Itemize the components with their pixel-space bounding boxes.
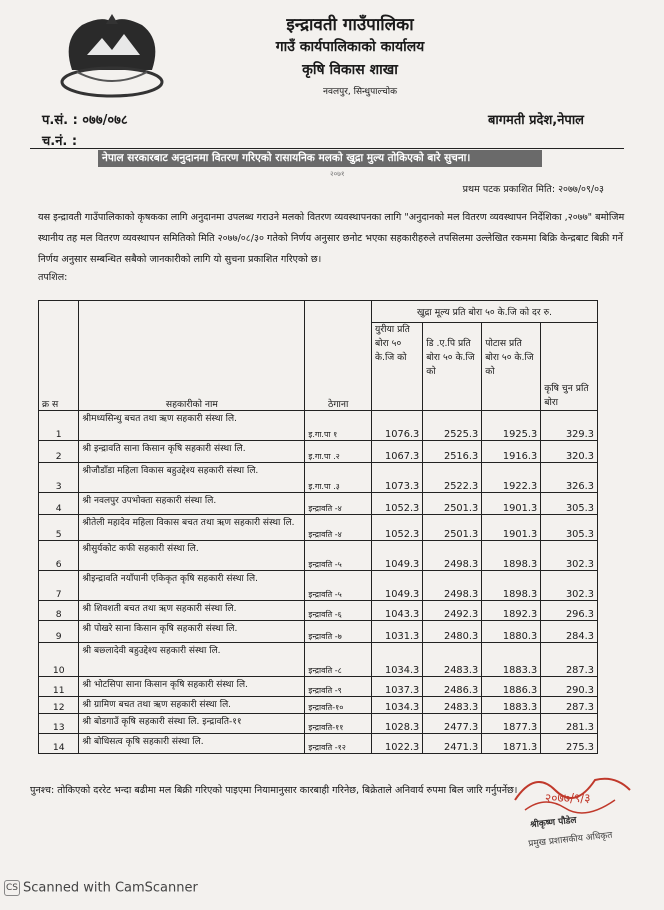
row-address: इन्द्रावति -५ [305,571,372,601]
row-cooperative-name: श्रीसुर्यकोट कफी सहकारी संस्था लि. [79,541,305,571]
row-lime-price: 305.3 [541,493,598,515]
row-dap-price: 2483.3 [423,643,482,677]
row-potash-price: 1886.3 [482,677,541,697]
row-dap-price: 2525.3 [423,411,482,441]
row-dap-price: 2522.3 [423,463,482,493]
row-urea-price: 1022.3 [371,734,422,754]
col-header-name: सहकारीको नाम [79,301,305,411]
row-potash-price: 1883.3 [482,697,541,714]
col-header-potash: पोटास प्रति बोरा ५० के.जि को [482,323,541,411]
table-row [39,714,598,734]
row-potash-price: 1922.3 [482,463,541,493]
row-address: इन्द्रावति -१२ [305,734,372,754]
stamp-mark: २०७१ [330,170,345,178]
signatory-role: प्रमुख प्रशासकीय अधिकृत [527,830,613,850]
row-address: इ.गा.पा .२ [305,441,372,463]
price-table-body [39,411,598,754]
dispatch-number: च.नं. : [42,134,78,149]
row-dap-price: 2480.3 [423,621,482,643]
row-urea-price: 1067.3 [371,441,422,463]
row-lime-price: 302.3 [541,571,598,601]
row-serial: 11 [39,677,79,697]
row-cooperative-name: श्री बोडगाउँ कृषि सहकारी संस्था लि. इन्द्रावति-११ [79,714,305,734]
row-cooperative-name: श्री भोटसिपा साना किसान कृषि सहकारी संस्था लि. [79,677,305,697]
row-serial: 10 [39,643,79,677]
office-address: नवलपुर, सिन्धुपाल्चोक [323,87,397,97]
row-lime-price: 290.3 [541,677,598,697]
row-cooperative-name: श्री बोधिसत्व कृषि सहकारी संस्था लि. [79,734,305,754]
row-potash-price: 1901.3 [482,493,541,515]
table-row [39,463,598,493]
svg-text:२०७७/९/३: २०७७/९/३ [545,791,591,805]
table-row [39,697,598,714]
row-lime-price: 287.3 [541,697,598,714]
row-potash-price: 1901.3 [482,515,541,541]
col-header-address: ठेगाना [305,301,372,411]
table-row [39,571,598,601]
details-label: तपशिल: [38,272,68,283]
row-dap-price: 2486.3 [423,677,482,697]
table-row [39,677,598,697]
row-serial: 4 [39,493,79,515]
row-lime-price: 302.3 [541,541,598,571]
row-dap-price: 2516.3 [423,441,482,463]
col-header-urea: युरीया प्रति बोरा ५० के.जि को [371,323,422,411]
row-serial: 12 [39,697,79,714]
row-cooperative-name: श्रीमध्यसिन्धु बचत तथा ऋण सहकारी संस्था लि. [79,411,305,441]
row-potash-price: 1898.3 [482,541,541,571]
row-address: इन्द्रावति -८ [305,643,372,677]
row-urea-price: 1049.3 [371,541,422,571]
published-date: प्रथम पटक प्रकाशित मिति: २०७७/०९/०३ [462,184,604,195]
table-row [39,493,598,515]
row-serial: 13 [39,714,79,734]
row-urea-price: 1028.3 [371,714,422,734]
row-address: इन्द्रावति-११ [305,714,372,734]
row-lime-price: 284.3 [541,621,598,643]
table-row [39,643,598,677]
reference-number: प.सं. : ०७७/०७८ [42,113,128,128]
row-lime-price: 305.3 [541,515,598,541]
row-dap-price: 2483.3 [423,697,482,714]
row-lime-price: 296.3 [541,601,598,621]
row-lime-price: 281.3 [541,714,598,734]
row-dap-price: 2498.3 [423,571,482,601]
row-serial: 2 [39,441,79,463]
col-header-dap: डि .ए.पि प्रति बोरा ५० के.जि को [423,323,482,411]
row-address: इन्द्रावति -४ [305,493,372,515]
row-address: इ.गा.पा १ [305,411,372,441]
row-potash-price: 1916.3 [482,441,541,463]
row-urea-price: 1049.3 [371,571,422,601]
row-cooperative-name: श्रीतेली महादेव महिला विकास बचत तथा ऋण सहकारी संस्था लि. [79,515,305,541]
row-cooperative-name: श्री इन्द्रावति साना किसान कृषि सहकारी संस्था लि. [79,441,305,463]
row-urea-price: 1031.3 [371,621,422,643]
notice-title: नेपाल सरकारबाट अनुदानमा वितरण गरिएको रासायनिक मलको खुद्रा मुल्य तोकिएको बारे सुचना। [98,150,542,167]
row-address: इन्द्रावति -९ [305,677,372,697]
row-cooperative-name: श्री ग्रामिण बचत तथा ऋण सहकारी संस्था लि. [79,697,305,714]
municipality-name: इन्द्रावती गाउँपालिका [286,15,414,35]
row-lime-price: 326.3 [541,463,598,493]
scanner-text: Scanned with CamScanner [23,880,198,896]
row-address: इन्द्रावति-१० [305,697,372,714]
row-dap-price: 2498.3 [423,541,482,571]
row-urea-price: 1073.3 [371,463,422,493]
row-cooperative-name: श्रीइन्द्रावति नयाँपानी एकिकृत कृषि सहकारी संस्था लि. [79,571,305,601]
row-lime-price: 287.3 [541,643,598,677]
row-serial: 7 [39,571,79,601]
header-divider [30,148,624,149]
table-row [39,621,598,643]
province-name: बागमती प्रदेश,नेपाल [487,113,584,128]
row-potash-price: 1880.3 [482,621,541,643]
row-dap-price: 2471.3 [423,734,482,754]
row-cooperative-name: श्री पोखरे साना किसान कृषि सहकारी संस्था लि. [79,621,305,643]
row-dap-price: 2501.3 [423,493,482,515]
row-urea-price: 1034.3 [371,643,422,677]
row-cooperative-name: श्री बछ्लादेवी बहुउद्देश्य सहकारी संस्था लि. [79,643,305,677]
table-row [39,441,598,463]
price-table [38,300,598,754]
row-address: इन्द्रावति -५ [305,541,372,571]
row-lime-price: 329.3 [541,411,598,441]
row-urea-price: 1052.3 [371,515,422,541]
row-potash-price: 1925.3 [482,411,541,441]
col-header-sn: क्र स [39,301,79,411]
table-row [39,515,598,541]
table-row [39,541,598,571]
row-potash-price: 1883.3 [482,643,541,677]
row-address: इन्द्रावति -४ [305,515,372,541]
emblem-logo-icon [52,10,172,105]
row-dap-price: 2501.3 [423,515,482,541]
row-potash-price: 1892.3 [482,601,541,621]
row-lime-price: 275.3 [541,734,598,754]
postscript-note: पुनश्च: तोकिएको दररेट भन्दा बढीमा मल बिक्री गरिएको पाइएमा नियामानुसार कारबाही गरिनेछ, बिक्रेताले अनिवार्य रुपमा बिल जारि गर्नुपर्नेछ। [30,785,518,796]
row-serial: 8 [39,601,79,621]
row-urea-price: 1076.3 [371,411,422,441]
row-potash-price: 1871.3 [482,734,541,754]
row-serial: 3 [39,463,79,493]
row-cooperative-name: श्री नवलपुर उपभोक्ता सहकारी संस्था लि. [79,493,305,515]
col-header-group: खुद्रा मूल्य प्रति बोरा ५० के.जि को दर रु. [371,301,597,323]
row-serial: 9 [39,621,79,643]
row-serial: 1 [39,411,79,441]
notice-paragraph: यस इन्द्रावती गाउँपालिकाको कृषकका लागि अनुदानमा उपलब्ध गराउने मलको वितरण व्यवस्थापनका लागि "अनुदानको मल वितरण व्यवस्थापन निर्देशिका ,२०७७" बमोजिम स्थानीय तह मल वितरण व्यवस्थापन समितिको मिति २०७७/०८/३० गतेको निर्णय अनुसार छनोट भएका सहकारीहरुले तपसिलमा उल्लेखित रकममा बिक्रि केन्द्रबाट बिक्री गर्ने निर्णय अनुसार सम्बन्धित सबैको जानकारीको लागि यो सुचना प्रकाशित गरिएको छ। [38,212,625,265]
signatory-name: श्रीकृष्ण पौडेल [529,815,578,831]
row-serial: 6 [39,541,79,571]
row-address: इ.गा.पा .३ [305,463,372,493]
row-address: इन्द्रावति -६ [305,601,372,621]
row-dap-price: 2492.3 [423,601,482,621]
row-urea-price: 1043.3 [371,601,422,621]
row-urea-price: 1052.3 [371,493,422,515]
row-address: इन्द्रावति -७ [305,621,372,643]
row-dap-price: 2477.3 [423,714,482,734]
col-header-lime: कृषि चुन प्रति बोरा [541,323,598,411]
scanner-watermark [4,880,198,896]
row-potash-price: 1877.3 [482,714,541,734]
row-urea-price: 1034.3 [371,697,422,714]
section-name: कृषि विकास शाखा [302,62,398,78]
row-serial: 14 [39,734,79,754]
office-name: गाउँ कार्यपालिकाको कार्यालय [275,39,425,55]
camscanner-icon: CS [4,880,20,896]
row-serial: 5 [39,515,79,541]
row-cooperative-name: श्री शिवशती बचत तथा ऋण सहकारी संस्था लि. [79,601,305,621]
row-lime-price: 320.3 [541,441,598,463]
table-row [39,601,598,621]
signature-mark-icon [505,760,645,840]
table-row [39,411,598,441]
row-cooperative-name: श्रीजौडाँडा महिला विकास बहुउद्देश्य सहकारी संस्था लि. [79,463,305,493]
row-urea-price: 1037.3 [371,677,422,697]
row-potash-price: 1898.3 [482,571,541,601]
table-row [39,734,598,754]
